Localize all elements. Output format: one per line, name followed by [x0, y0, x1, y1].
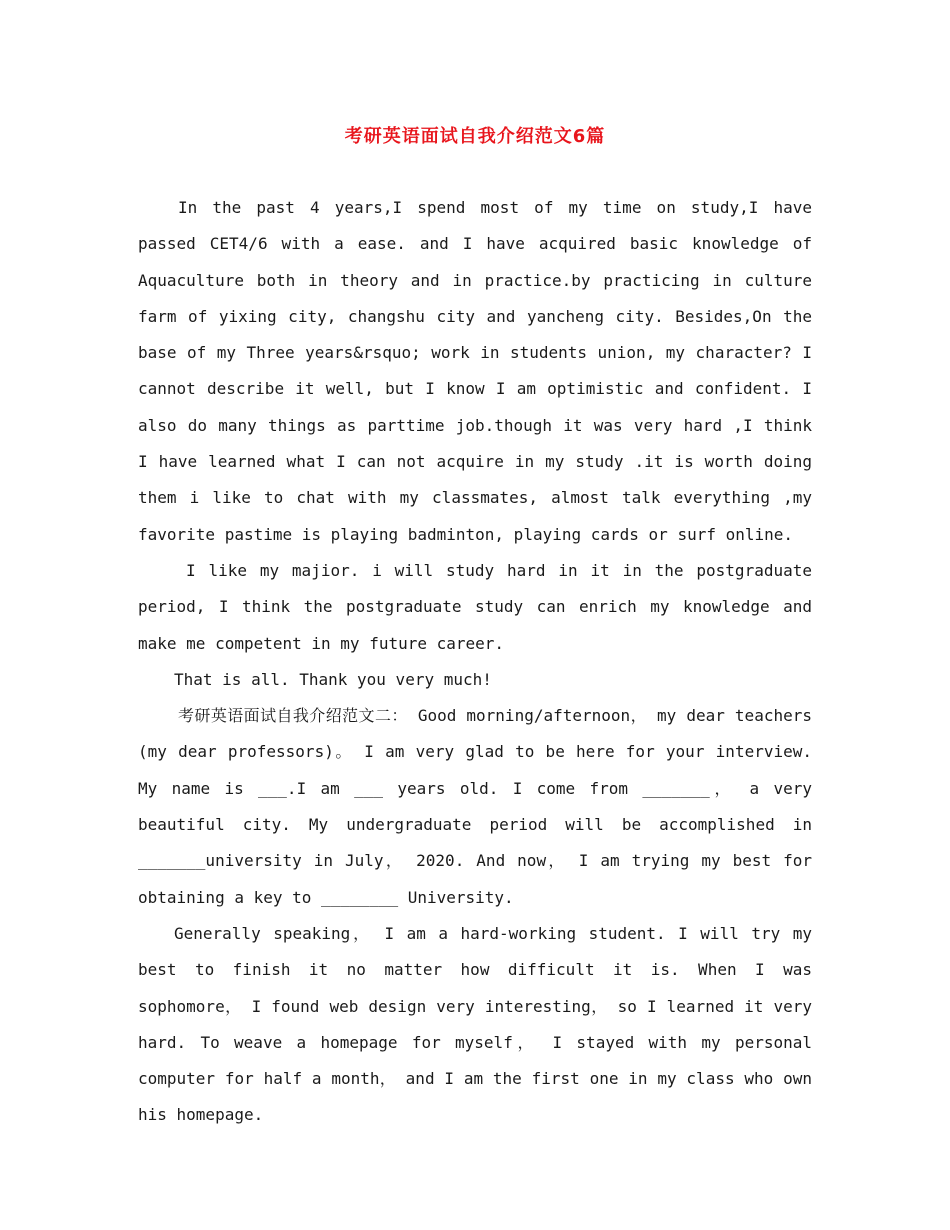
paragraph-3: That is all. Thank you very much! — [174, 669, 492, 689]
paragraph-4: 考研英语面试自我介绍范文二： Good morning/afternoon， my dear teachers (my dear professors)。 I am very glad to be here for your interview. My name is ___.I am ___ years old. I come from _______， a very beautiful city. My undergraduate period will be accomplished in _______university in July， 2020. And now， I am trying my best for obtaining a key to ________ University. — [138, 706, 812, 907]
paragraph-5: Generally speaking， I am a hard-working student. I will try my best to finish it no matter how difficult it is. When I was sophomore， I found web design very interesting， so I learned it very hard. To weave a homepage for myself， I stayed with my personal computer for half a month， and I am the first one in my class who own his homepage. — [138, 923, 812, 1125]
document-title: 考研英语面试自我介绍范文6篇 — [344, 126, 606, 147]
paragraph-2: I like my majior. i will study hard in it in the postgraduate period, I think the postgraduate study can enrich my knowledge and make me competent in my future career. — [138, 560, 812, 653]
document-body — [138, 190, 812, 1134]
paragraph-1: In the past 4 years,I spend most of my time on study,I have passed CET4/6 with a ease. and I have acquired basic knowledge of Aquaculture both in theory and in practice.by practicing in culture farm of yixing city, changshu city and yancheng city. Besides,On the base of my Three years&rsquo; work in students union, my character? I cannot describe it well, but I know I am optimistic and confident. I also do many things as parttime job.though it was very hard ,I think I have learned what I can not acquire in my study .it is worth doing them i like to chat with my classmates, almost talk everything ,my favorite pastime is playing badminton, playing cards or surf online. — [138, 198, 812, 544]
